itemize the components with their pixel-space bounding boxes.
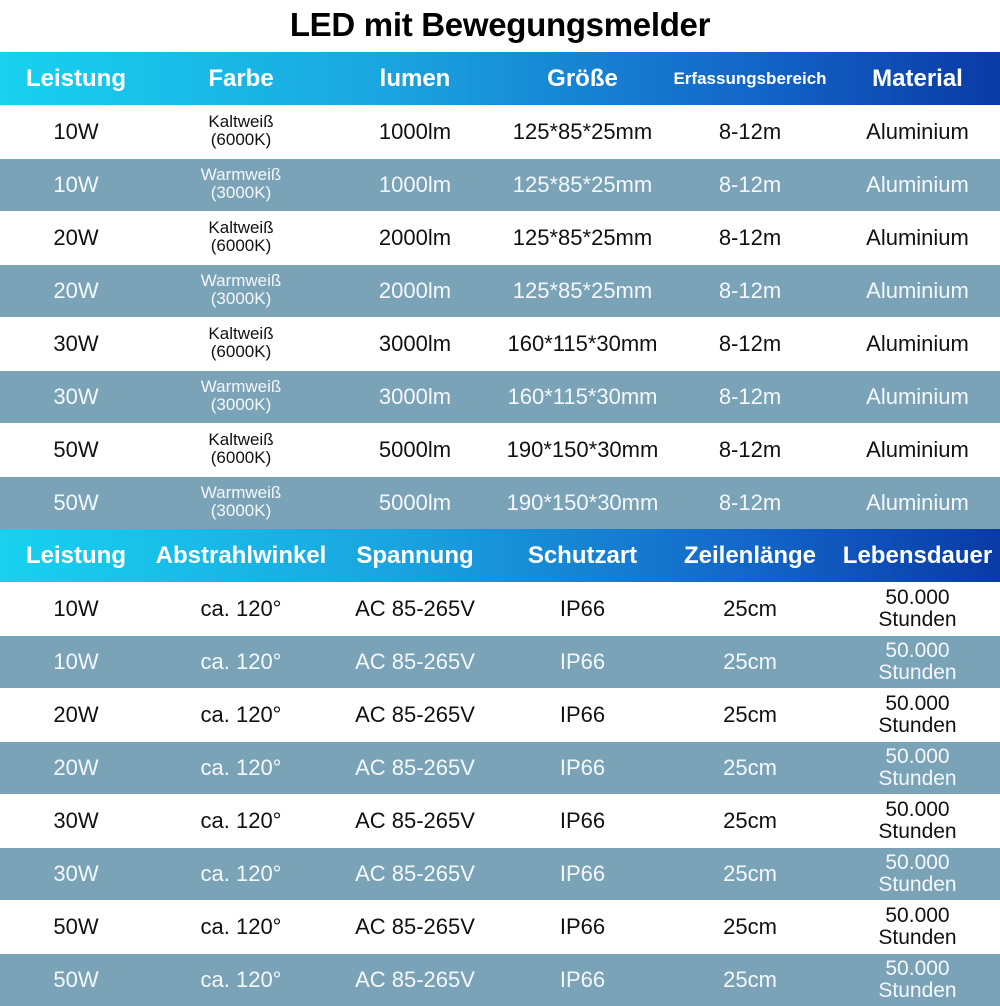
cell-farbe (152, 264, 330, 317)
cell-schutzart: IP66 (500, 635, 665, 688)
cell-lebensdauer-line-1: 50.000 (885, 903, 950, 927)
table-row (0, 635, 1000, 688)
cell-farbe (152, 370, 330, 423)
cell-leistung: 10W (0, 582, 152, 635)
cell-farbe-line-1: Kaltweiß (208, 112, 274, 131)
cell-zeilenlaenge: 25cm (665, 794, 835, 847)
cell-farbe (152, 476, 330, 529)
cell-spannung: AC 85-265V (330, 953, 500, 1006)
cell-schutzart: IP66 (500, 794, 665, 847)
cell-lebensdauer-line-2: Stunden (878, 978, 957, 1002)
cell-groesse: 125*85*25mm (500, 211, 665, 264)
cell-abstrahlwinkel: ca. 120° (152, 688, 330, 741)
cell-zeilenlaenge: 25cm (665, 953, 835, 1006)
header-leistung: Leistung (0, 52, 152, 105)
cell-leistung: 10W (0, 158, 152, 211)
cell-leistung: 50W (0, 900, 152, 953)
cell-spannung: AC 85-265V (330, 794, 500, 847)
spec-table-1 (0, 52, 1000, 529)
cell-abstrahlwinkel: ca. 120° (152, 741, 330, 794)
cell-zeilenlaenge: 25cm (665, 635, 835, 688)
cell-abstrahlwinkel: ca. 120° (152, 635, 330, 688)
cell-farbe (152, 211, 330, 264)
cell-leistung: 20W (0, 741, 152, 794)
cell-farbe-line-2: (6000K) (210, 448, 272, 467)
cell-lebensdauer-line-2: Stunden (878, 766, 957, 790)
header-lumen: lumen (330, 52, 500, 105)
cell-farbe-line-1: Warmweiß (200, 271, 282, 290)
cell-material: Aluminium (835, 105, 1000, 158)
cell-groesse: 125*85*25mm (500, 105, 665, 158)
cell-leistung: 30W (0, 794, 152, 847)
cell-spannung: AC 85-265V (330, 900, 500, 953)
cell-zeilenlaenge: 25cm (665, 847, 835, 900)
header-schutzart: Schutzart (500, 529, 665, 582)
table-row (0, 900, 1000, 953)
cell-lebensdauer-line-1: 50.000 (885, 638, 950, 662)
header-abstrahlwinkel: Abstrahlwinkel (152, 529, 330, 582)
cell-farbe-line-2: (3000K) (210, 501, 272, 520)
cell-farbe-line-2: (3000K) (210, 289, 272, 308)
header-zeilenlaenge: Zeilenlänge (665, 529, 835, 582)
cell-leistung: 50W (0, 476, 152, 529)
cell-farbe-line-2: (6000K) (210, 130, 272, 149)
table-header-row (0, 529, 1000, 582)
table-row (0, 317, 1000, 370)
cell-material: Aluminium (835, 264, 1000, 317)
cell-lumen: 1000lm (330, 105, 500, 158)
cell-farbe-line-1: Warmweiß (200, 483, 282, 502)
cell-leistung: 30W (0, 317, 152, 370)
cell-farbe-line-2: (3000K) (210, 395, 272, 414)
cell-lumen: 2000lm (330, 264, 500, 317)
table-header-row (0, 52, 1000, 105)
header-farbe: Farbe (152, 52, 330, 105)
cell-farbe-line-1: Warmweiß (200, 165, 282, 184)
cell-leistung: 20W (0, 688, 152, 741)
cell-material: Aluminium (835, 158, 1000, 211)
cell-erfassungsbereich: 8-12m (665, 423, 835, 476)
header-material: Material (835, 52, 1000, 105)
cell-erfassungsbereich: 8-12m (665, 476, 835, 529)
cell-lebensdauer (835, 688, 1000, 741)
table-row (0, 741, 1000, 794)
cell-lebensdauer (835, 953, 1000, 1006)
cell-material: Aluminium (835, 423, 1000, 476)
cell-lebensdauer (835, 635, 1000, 688)
table-row (0, 211, 1000, 264)
cell-lebensdauer-line-1: 50.000 (885, 797, 950, 821)
cell-abstrahlwinkel: ca. 120° (152, 582, 330, 635)
cell-lebensdauer (835, 900, 1000, 953)
cell-farbe-line-2: (6000K) (210, 236, 272, 255)
cell-abstrahlwinkel: ca. 120° (152, 794, 330, 847)
cell-abstrahlwinkel: ca. 120° (152, 953, 330, 1006)
cell-leistung: 10W (0, 635, 152, 688)
cell-lebensdauer-line-1: 50.000 (885, 744, 950, 768)
cell-lebensdauer-line-2: Stunden (878, 872, 957, 896)
cell-farbe (152, 317, 330, 370)
cell-farbe (152, 158, 330, 211)
cell-farbe-line-1: Kaltweiß (208, 430, 274, 449)
cell-abstrahlwinkel: ca. 120° (152, 847, 330, 900)
cell-farbe-line-1: Kaltweiß (208, 324, 274, 343)
cell-schutzart: IP66 (500, 953, 665, 1006)
cell-lebensdauer (835, 741, 1000, 794)
cell-groesse: 190*150*30mm (500, 423, 665, 476)
cell-leistung: 20W (0, 264, 152, 317)
cell-farbe-line-2: (3000K) (210, 183, 272, 202)
cell-leistung: 20W (0, 211, 152, 264)
cell-leistung: 30W (0, 370, 152, 423)
cell-zeilenlaenge: 25cm (665, 900, 835, 953)
table-row (0, 158, 1000, 211)
cell-lebensdauer-line-1: 50.000 (885, 850, 950, 874)
cell-lumen: 2000lm (330, 211, 500, 264)
header-lebensdauer: Lebensdauer (835, 529, 1000, 582)
cell-leistung: 30W (0, 847, 152, 900)
cell-erfassungsbereich: 8-12m (665, 317, 835, 370)
table-row (0, 264, 1000, 317)
cell-erfassungsbereich: 8-12m (665, 105, 835, 158)
cell-lumen: 1000lm (330, 158, 500, 211)
cell-erfassungsbereich: 8-12m (665, 211, 835, 264)
header-spannung: Spannung (330, 529, 500, 582)
cell-spannung: AC 85-265V (330, 688, 500, 741)
spec-table-2 (0, 529, 1000, 1006)
cell-material: Aluminium (835, 476, 1000, 529)
cell-lebensdauer-line-2: Stunden (878, 607, 957, 631)
cell-lebensdauer-line-2: Stunden (878, 713, 957, 737)
cell-lebensdauer-line-2: Stunden (878, 660, 957, 684)
cell-lumen: 5000lm (330, 423, 500, 476)
cell-groesse: 125*85*25mm (500, 158, 665, 211)
cell-schutzart: IP66 (500, 900, 665, 953)
cell-abstrahlwinkel: ca. 120° (152, 900, 330, 953)
cell-lumen: 3000lm (330, 317, 500, 370)
cell-leistung: 50W (0, 953, 152, 1006)
cell-farbe-line-1: Kaltweiß (208, 218, 274, 237)
cell-lebensdauer (835, 794, 1000, 847)
cell-farbe-line-1: Warmweiß (200, 377, 282, 396)
cell-lebensdauer (835, 847, 1000, 900)
cell-groesse: 160*115*30mm (500, 317, 665, 370)
table-row (0, 423, 1000, 476)
table-row (0, 105, 1000, 158)
table-row (0, 688, 1000, 741)
page-title: LED mit Bewegungsmelder (289, 6, 711, 43)
cell-leistung: 50W (0, 423, 152, 476)
header-leistung: Leistung (0, 529, 152, 582)
cell-schutzart: IP66 (500, 688, 665, 741)
table-row (0, 582, 1000, 635)
table-row (0, 370, 1000, 423)
cell-spannung: AC 85-265V (330, 635, 500, 688)
cell-lebensdauer-line-1: 50.000 (885, 585, 950, 609)
cell-lebensdauer-line-2: Stunden (878, 925, 957, 949)
cell-farbe (152, 423, 330, 476)
cell-schutzart: IP66 (500, 847, 665, 900)
table-row (0, 476, 1000, 529)
cell-lebensdauer (835, 582, 1000, 635)
cell-zeilenlaenge: 25cm (665, 582, 835, 635)
cell-zeilenlaenge: 25cm (665, 688, 835, 741)
cell-farbe (152, 105, 330, 158)
cell-groesse: 190*150*30mm (500, 476, 665, 529)
cell-lumen: 3000lm (330, 370, 500, 423)
cell-erfassungsbereich: 8-12m (665, 264, 835, 317)
cell-spannung: AC 85-265V (330, 847, 500, 900)
cell-spannung: AC 85-265V (330, 741, 500, 794)
table-row (0, 847, 1000, 900)
header-groesse: Größe (500, 52, 665, 105)
cell-schutzart: IP66 (500, 582, 665, 635)
cell-material: Aluminium (835, 211, 1000, 264)
cell-groesse: 125*85*25mm (500, 264, 665, 317)
cell-lebensdauer-line-1: 50.000 (885, 691, 950, 715)
cell-lumen: 5000lm (330, 476, 500, 529)
cell-lebensdauer-line-2: Stunden (878, 819, 957, 843)
cell-erfassungsbereich: 8-12m (665, 370, 835, 423)
cell-spannung: AC 85-265V (330, 582, 500, 635)
table-row (0, 794, 1000, 847)
cell-leistung: 10W (0, 105, 152, 158)
table-row (0, 953, 1000, 1006)
spec-table-2-body (0, 582, 1000, 1006)
cell-material: Aluminium (835, 317, 1000, 370)
cell-erfassungsbereich: 8-12m (665, 158, 835, 211)
header-erfassungsbereich: Erfassungsbereich (665, 52, 835, 105)
cell-groesse: 160*115*30mm (500, 370, 665, 423)
cell-farbe-line-2: (6000K) (210, 342, 272, 361)
cell-lebensdauer-line-1: 50.000 (885, 956, 950, 980)
spec-table-1-body (0, 105, 1000, 529)
cell-material: Aluminium (835, 370, 1000, 423)
cell-zeilenlaenge: 25cm (665, 741, 835, 794)
cell-schutzart: IP66 (500, 741, 665, 794)
